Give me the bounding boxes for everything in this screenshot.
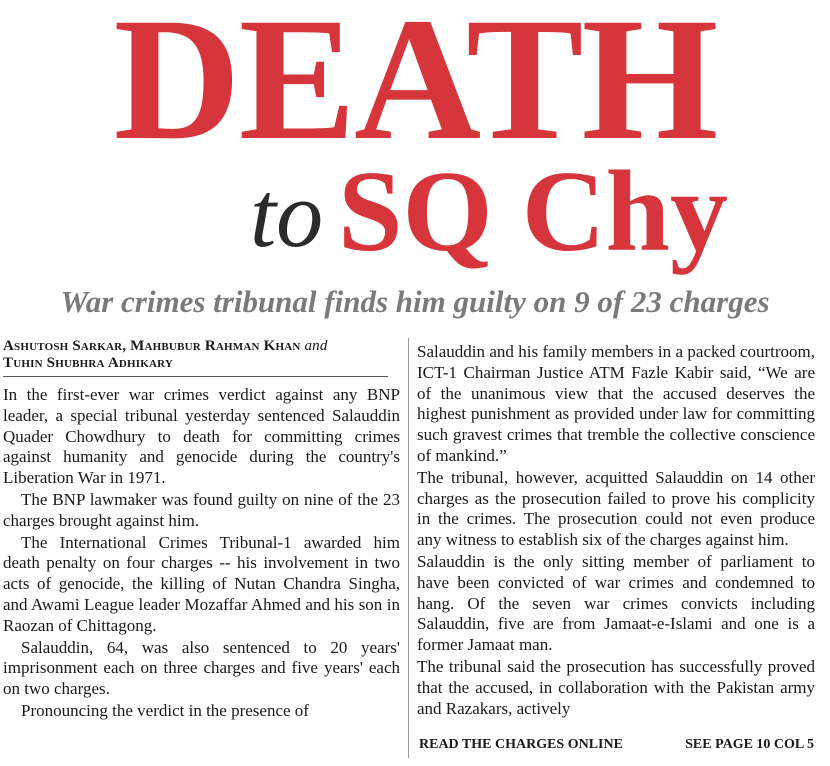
article-paragraph: The International Crimes Tribunal-1 awarded him death penalty on four charges -- his involvement in two acts of genocide, the killing of Nutan Chandra Singha, and Awami League leader Mozaffar Ahmed and his son in Raozan of Chittagong. [3,532,400,635]
byline-names-1: Ashutosh Sarkar, Mahbubur Rahman Khan [3,338,301,354]
article-paragraph: The tribunal said the prosecution has successfully proved that the accused, in collaboration with the Pakistan army and Razakars, actively [417,656,815,718]
article-paragraph: Salauddin and his family members in a packed courtroom, ICT-1 Chairman Justice ATM Fazle Kabir said, “We are of the unanimous view that the accused deserves the highest punishment as provided under law for committing such gravest crimes that tremble the collective conscience of mankind.” [417,342,815,465]
read-charges-online-link[interactable]: READ THE CHARGES ONLINE [419,737,623,752]
headline-main: DEATH [113,0,717,177]
left-column [3,338,400,722]
article-paragraph: Salauddin is the only sitting member of parliament to have been convicted of war crimes and condemned to hang. Of the seven war crimes convicts including Salauddin, five are from Jamaat-e-Islami and one is a former Jamaat man. [417,551,815,655]
headline-name: SQ Chy [338,148,729,276]
article-paragraph: Salauddin, 64, was also sentenced to 20 years' imprisonment each on three charges and five years' each on two charges. [3,637,400,699]
byline [3,338,388,377]
headline-to: to [250,163,324,267]
article-paragraph: The tribunal, however, acquitted Salauddin on 14 other charges as the prosecution failed to prove his complicity in the crimes. The prosecution could not even produce any witness to establish six of the charges against him. [417,467,815,550]
byline-names-2: Tuhin Shubhra Adhikary [3,355,174,371]
continued-page-reference: SEE PAGE 10 COL 5 [685,737,814,752]
article-paragraph: In the first-ever war crimes verdict against any BNP leader, a special tribunal yesterday sentenced Salauddin Quader Chowdhury to death for committing crimes against humanity and genocide during the country's Liberation War in 1971. [3,385,400,488]
column-divider [408,338,409,758]
article-paragraph: Pronouncing the verdict in the presence of [21,700,309,720]
article-paragraph: The BNP lawmaker was found guilty on nine of the 23 charges brought against him. [3,489,400,530]
byline-and: and [304,338,328,354]
subheadline: War crimes tribunal finds him guilty on 9 of 23 charges [60,284,770,319]
right-column [417,342,815,719]
